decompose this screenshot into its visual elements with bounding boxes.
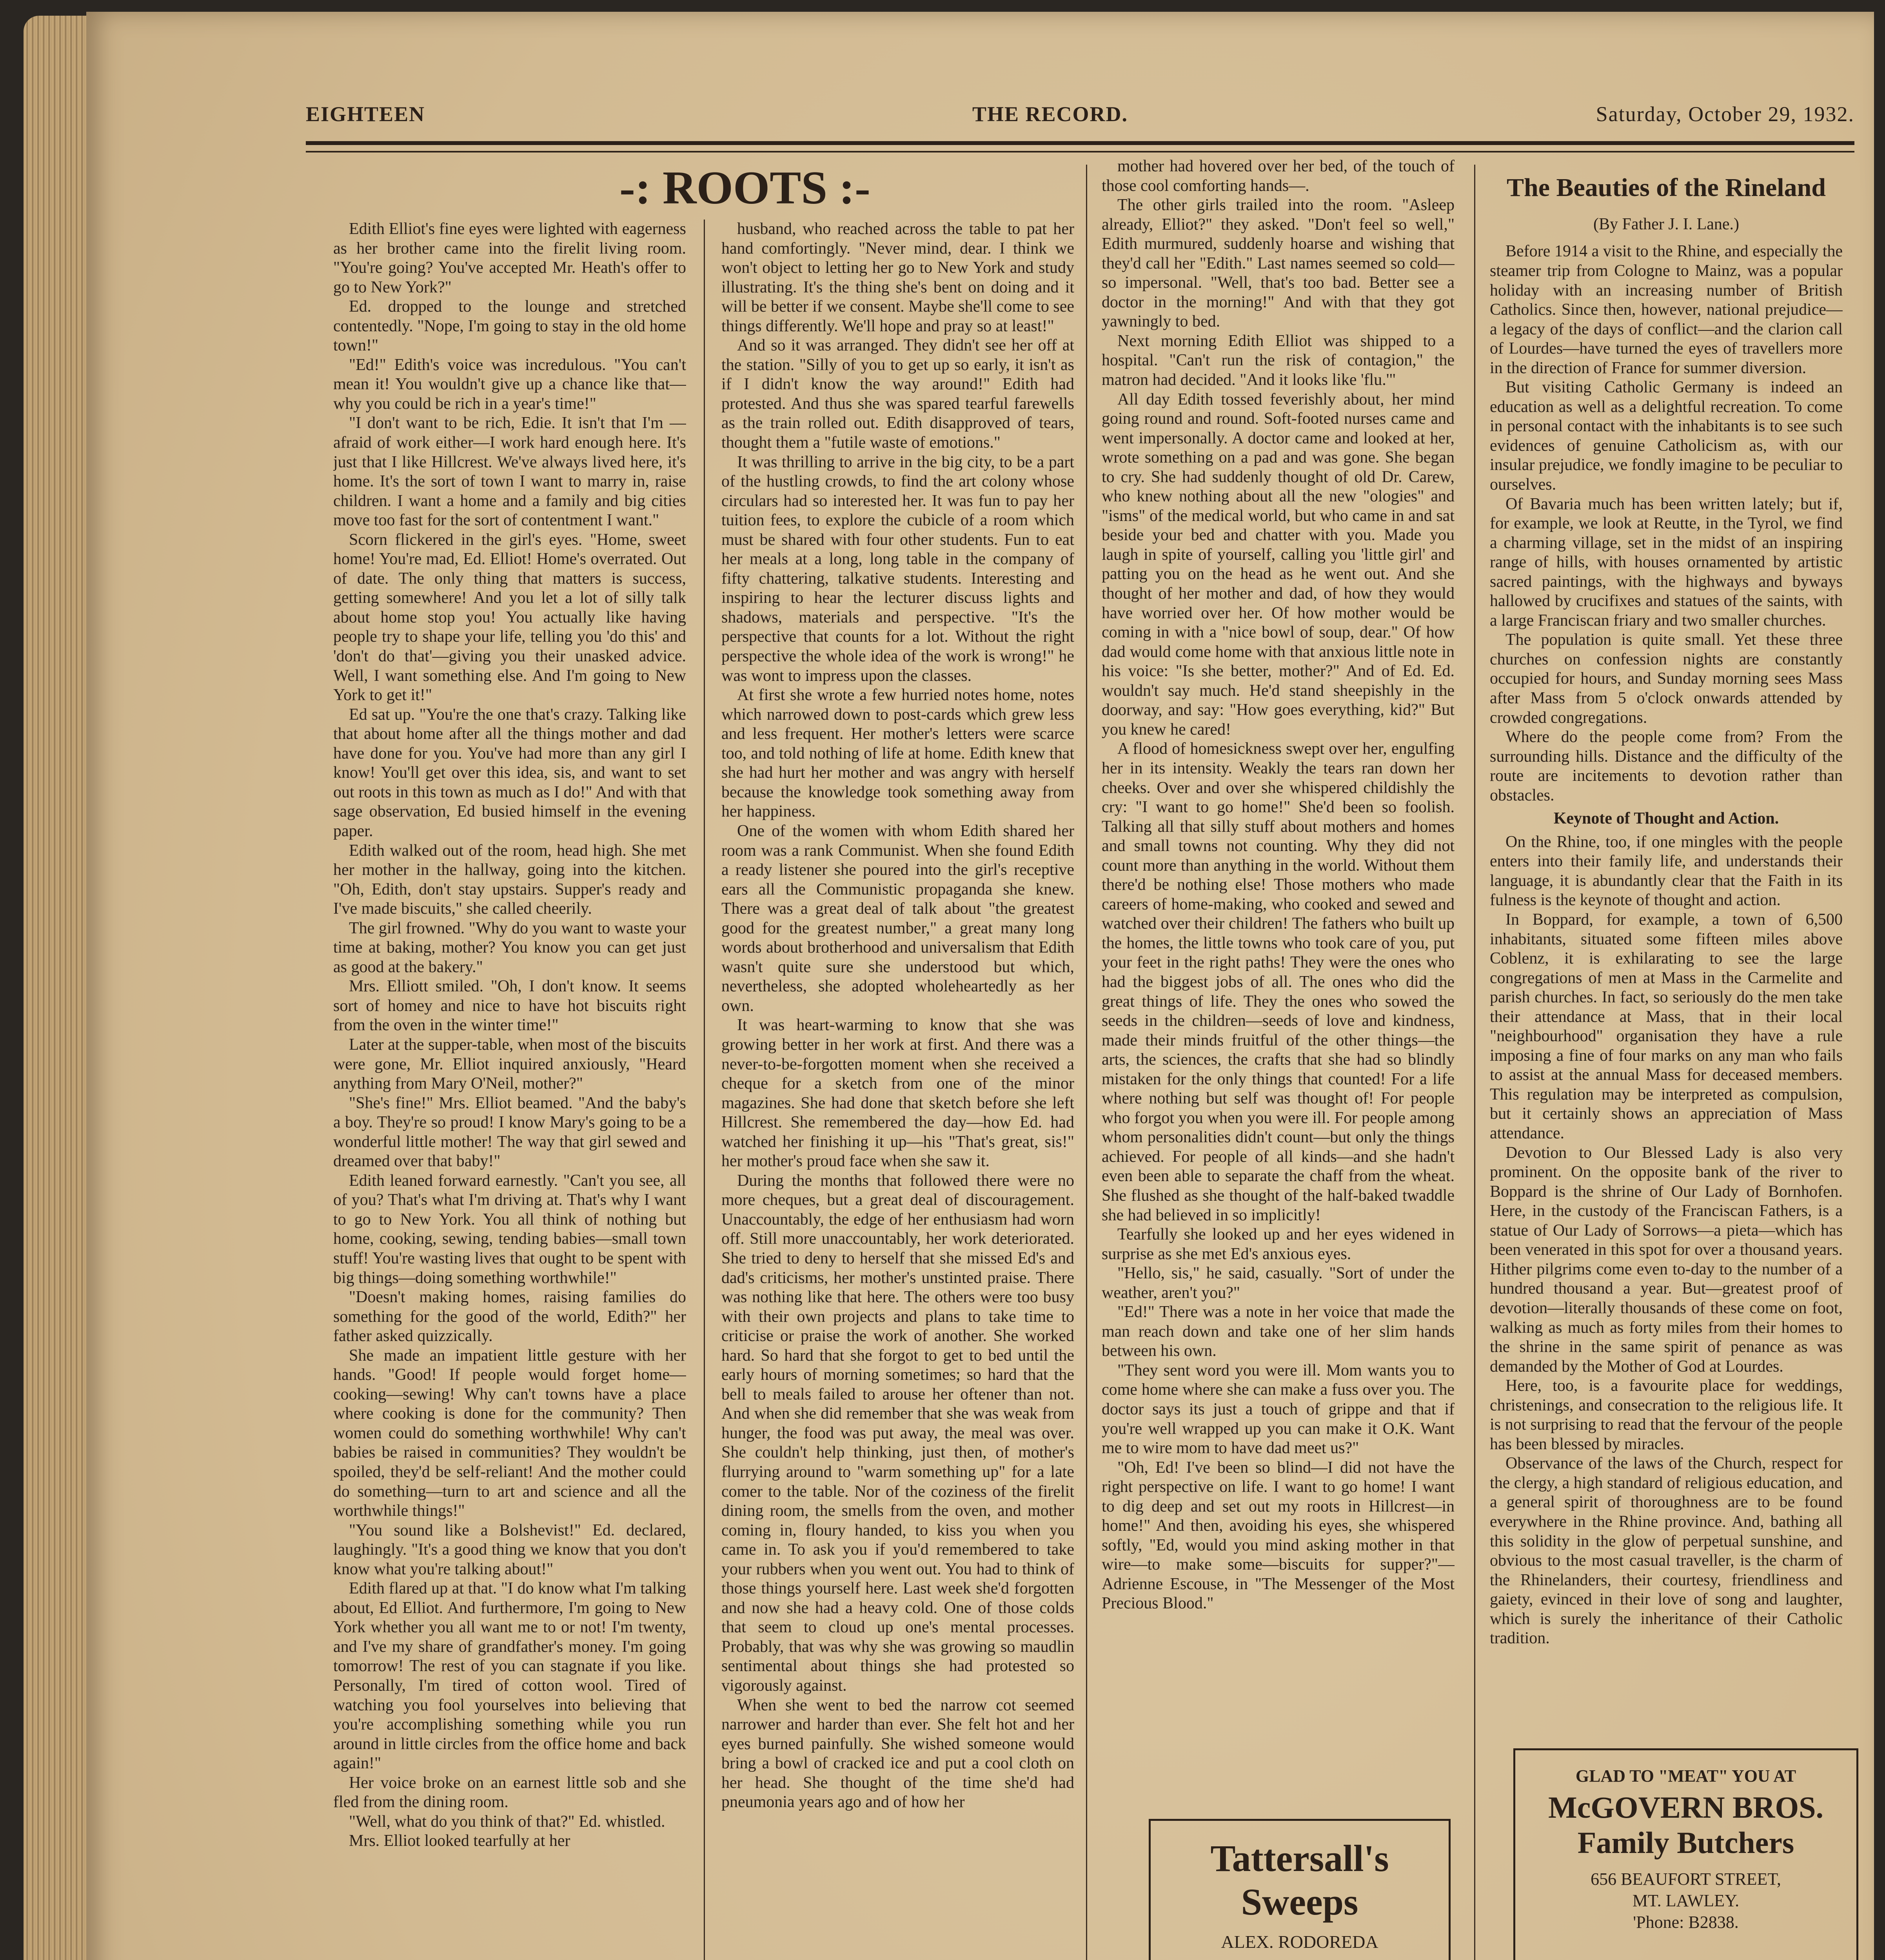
article-body-part2: [1490, 833, 1843, 1648]
paragraph: On the Rhine, too, if one mingles with the people enters into their family life, and understands their language, it is abundantly clear that the Faith in its fulness is the keynote of thought and action.: [1490, 833, 1843, 909]
paragraph: She made an impatient little gesture with her hands. "Good! If people would forget home—cooking—sewing! Why can't towns have a place where cooking is done for the community? Then women could do something worthwhile! Why can't babies be raised in communities? They wouldn't be spoiled, they'd be self-reliant! And the mother could do something—turn to art and science and all the worthwhile things!": [333, 1346, 686, 1520]
paragraph: Mrs. Elliott smiled. "Oh, I don't know. It seems sort of homey and nice to have hot biscuits right from the oven in the winter time!": [333, 977, 686, 1034]
issue-date: Saturday, October 29, 1932.: [1596, 102, 1854, 126]
paragraph: The girl frowned. "Why do you want to waste your time at baking, mother? You know you can get just as good at the bakery.": [333, 919, 686, 976]
story-column-3: [1102, 157, 1455, 1803]
article-body-part1: [1490, 242, 1843, 805]
paragraph: "She's fine!" Mrs. Elliot beamed. "And the baby's a boy. They're so proud! I know Mary's going to be a wonderful little mother! The way that girl sewed and dreamed over that baby!": [333, 1094, 686, 1171]
article-title: The Beauties of the Rineland: [1506, 173, 1826, 202]
ad-title: Tattersall's Sweeps: [1210, 1837, 1389, 1923]
paragraph: Later at the supper-table, when most of the biscuits were gone, Mr. Elliot inquired anxiously, "Heard anything from Mary O'Neil, mother?": [333, 1035, 686, 1093]
page-header: [306, 98, 1854, 141]
paragraph: All day Edith tossed feverishly about, her mind going round and round. Soft-footed nurses came and went impersonally. A doctor came and looked at her, wrote something on a pad and was gone. She began to cry. She had suddenly thought of old Dr. Carew, who knew nothing about all the new "ologies" and "isms" of the medical world, but who came in and sat beside your bed and chatter with you. Made you laugh in spite of yourself, calling you 'little girl' and patting you on the head as he went out. And she thought of her mother and dad, of how they would have worried over her. Of how mother would be coming in with a "nice bowl of soup, dear." Of how dad would come home with that anxious little note in his voice: "Is she better, mother?" And of Ed. Ed. wouldn't say much. He'd stand sheepishly in the doorway, and say: "How goes everything, kid?" But you knew he cared!: [1102, 390, 1455, 739]
header-rule-thick: [306, 141, 1854, 145]
page-number: EIGHTEEN: [306, 102, 425, 126]
paragraph: Her voice broke on an earnest little sob and she fled from the dining room.: [333, 1773, 686, 1811]
story-column-1: [333, 220, 686, 1960]
paragraph: "I don't want to be rich, Edie. It isn't that I'm —afraid of work either—I work hard enough here. It's just that I like Hillcrest. We've always lived here, it's home. It's the sort of town I want to marry in, raise children. I want a home and a family and big cities move too fast for the sort of contentment I want.": [333, 414, 686, 530]
paragraph: "Ed!" There was a note in her voice that made the man reach down and take one of her slim hands between his own.: [1102, 1303, 1455, 1360]
paragraph: Observance of the laws of the Church, respect for the clergy, a high standard of religious education, and a general spirit of thoroughness are to be found everywhere in the Rhine province. And, bathing all this solidity in the glow of perpetual sunshine, and obvious to the most casual traveller, is the charm of the Rhinelanders, their courtesy, friendliness and gaiety, evinced in their love of song and laughter, which is surely the inheritance of their Catholic tradition.: [1490, 1454, 1843, 1648]
paragraph: "You sound like a Bolshevist!" Ed. declared, laughingly. "It's a good thing we know that you don't know what you're talking about!": [333, 1521, 686, 1578]
paragraph: The population is quite small. Yet these three churches on confession nights are constantly occupied for hours, and Sunday morning sees Mass after Mass from 5 o'clock onwards attended by crowded congregations.: [1490, 631, 1843, 727]
paragraph: But visiting Catholic Germany is indeed an education as well as a delightful recreation. To come in personal contact with the inhabitants is to see such evidences of genuine Catholicism as, with our insular prejudice, we fondly imagine to be peculiar to ourselves.: [1490, 378, 1843, 494]
paragraph: Tearfully she looked up and her eyes widened in surprise as she met Ed's anxious eyes.: [1102, 1225, 1455, 1263]
paragraph: "Well, what do you think of that?" Ed. whistled.: [349, 1812, 665, 1831]
paragraph: "Oh, Ed! I've been so blind—I did not have the right perspective on life. I want to go home! I want to dig deep and set out my roots in Hillcrest—in home!" And then, avoiding his eyes, she whispered softly, "Ed, would you mind asking mother in that wire—to make some—biscuits for supper?"—Adrienne Escouse, in "The Messenger of the Most Precious Blood.": [1102, 1458, 1455, 1613]
masthead: THE RECORD.: [972, 102, 1128, 126]
paragraph: "They sent word you were ill. Mom wants you to come home where she can make a fuss over you. The doctor says its just a touch of grippe and that if you're well wrapped up you can make it O.K. Want me to wire mom to have dad meet us?": [1102, 1361, 1455, 1457]
paragraph: Mrs. Elliot looked tearfully at her: [349, 1832, 570, 1850]
paragraph: Here, too, is a favourite place for weddings, christenings, and consecration to the religious life. It is not surprising to read that the fervour of the people has been blessed by miracles.: [1490, 1377, 1843, 1453]
paragraph: Edith Elliot's fine eyes were lighted with eagerness as her brother came into the firelit living room. "You're going? You've accepted Mr. Heath's offer to go to New York?": [333, 220, 686, 296]
paragraph: Edith flared up at that. "I do know what I'm talking about, Ed Elliot. And furthermore, I'm going to New York whether you all want me to or not! I'm twenty, and I've my share of grandfather's money. I'm going tomorrow! The rest of you can stagnate if you like. Personally, I'm tired of cotton wool. Tired of watching you fool yourselves into believing that you're accomplishing something while you run around in little circles from the office home and back again!": [333, 1579, 686, 1773]
paragraph: "Doesn't making homes, raising families do something for the good of the world, Edith?" her father asked quizzically.: [333, 1288, 686, 1345]
paragraph: When she went to bed the narrow cot seemed narrower and harder than ever. She felt hot and her eyes burned painfully. She wished someone would bring a bowl of cracked ice and put a cool cloth on her head. She thought of the time she'd had pneumonia years ago and of how her: [721, 1696, 1074, 1811]
article-subhead: Keynote of Thought and Action.: [1553, 809, 1779, 828]
column-divider: [704, 220, 705, 1960]
paragraph: Edith leaned forward earnestly. "Can't you see, all of you? That's what I'm driving at. That's why I want to go to New York. You all think of nothing but home, cooking, sewing, tending babies—small town stuff! You're wasting lives that ought to be spent with big things—doing something worthwhile!": [333, 1171, 686, 1287]
column-divider: [1086, 165, 1087, 1960]
paragraph: Ed sat up. "You're the one that's crazy. Talking like that about home after all the things mother and dad have done for you. You've had more than any girl I know! You'll get over this idea, sis, and want to set out roots in this town as much as I do!" And with that sage observation, Ed busied himself in the evening paper.: [333, 705, 686, 840]
paragraph: A flood of homesickness swept over her, engulfing her in its intensity. Weakly the tears ran down her cheeks. Over and over she whispered childishly the cry: "I want to go home!" She'd been so foolish. Talking all that silly stuff about mothers and homes and small towns not counting. Why they did not count more than anything in the world. Without them there'd be nothing else! Those mothers who made careers of home-making, who cooked and sewed and watched over their children! The fathers who built up the homes, the little towns who took care of you, put your feet in the right paths! They were the ones who had the biggest jobs of all. The ones who did the great things of life. They the ones who sowed the seeds in the children—seeds of love and kindness, made their minds fruitful of the other things—the arts, the sciences, the crafts that she had so blindly mistaken for the only things that counted! For a life where nothing but self was thought of! For people who forgot you when you were ill. For people among whom personalities didn't count—but only the things achieved. For people of all kinds—and she hadn't even been able to separate the chaff from the wheat. She flushed as she thought of the half-baked twaddle she had believed in so implicitly!: [1102, 740, 1455, 1224]
ad-address: [1515, 1868, 1856, 1933]
paragraph: mother had hovered over her bed, of the touch of those cool comforting hands—.: [1102, 157, 1455, 195]
paragraph: The other girls trailed into the room. "Asleep already, Elliot?" they asked. "Don't feel so well," Edith murmured, suddenly hoarse and wishing that they'd call her "Edith." Last names seemed so cold—so impersonal. "Well, that's too bad. Better see a doctor in the morning!" And with that they got yawningly to bed.: [1102, 196, 1455, 331]
ad-mcgovern-bros: [1513, 1748, 1858, 1960]
ad-tattersalls-sweeps: [1149, 1819, 1451, 1960]
paragraph: In Boppard, for example, a town of 6,500 inhabitants, situated some fifteen miles above Coblenz, it is exhilarating to see the large congregations of men at Mass in the Carmelite and parish churches. In fact, so seriously do the men take their attendance at Mass, that in their local "neighbourhood" organisation they have a rule imposing a fine of four marks on any man who fails to assist at the annual Mass for deceased members. This regulation may be interpreted as compulsion, but it certainly shows an appreciation of Mass attendance.: [1490, 911, 1843, 1143]
ad-subtitle: Family Butchers: [1577, 1826, 1794, 1860]
paragraph: husband, who reached across the table to pat her hand comfortingly. "Never mind, dear. I think we won't object to letting her go to New York and study illustrating. It's the thing she's bent on doing and it will be better if we consent. Maybe she'll come to see things differently. We'll hope and pray so at least!": [721, 220, 1074, 335]
paragraph: Edith walked out of the room, head high. She met her mother in the hallway, going into the kitchen. "Oh, Edith, don't stay upstairs. Supper's ready and I've made biscuits," she called cheerily.: [333, 841, 686, 918]
paragraph: "Hello, sis," he said, casually. "Sort of under the weather, aren't you?": [1102, 1264, 1455, 1302]
article-byline: (By Father J. I. Lane.): [1593, 215, 1740, 233]
paragraph: Of Bavaria much has been written lately; but if, for example, we look at Reutte, in the Tyrol, we find a charming village, set in the midst of an inspiring range of hills, with houses ornamented by artistic sacred paintings, with the highways and byways hallowed by crucifixes and statues of the saints, with a large Franciscan friary and two smaller churches.: [1490, 495, 1843, 630]
paragraph: Where do the people come from? From the surrounding hills. Distance and the difficulty of the route are incitements to devotion rather than obstacles.: [1490, 728, 1843, 804]
paragraph: "Ed!" Edith's voice was incredulous. "You can't mean it! You wouldn't give up a chance like that—why you could be rich in a year's time!": [333, 356, 686, 413]
ad-line: 656 BEAUFORT STREET,: [1591, 1869, 1781, 1889]
paragraph: At first she wrote a few hurried notes home, notes which narrowed down to post-cards which grew less and less frequent. Her mother's letters were scarce too, and told nothing of life at home. Edith knew that she had hurt her mother and was angry with herself because the knowledge took something away from her happiness.: [721, 686, 1074, 821]
paragraph: Next morning Edith Elliot was shipped to a hospital. "Can't run the risk of contagion," the matron had decided. "And it looks like 'flu.'": [1102, 332, 1455, 389]
paragraph: During the months that followed there were no more cheques, but a great deal of discouragement. Unaccountably, the edge of her enthusiasm had worn off. Still more unaccountably, her work deteriorated. She tried to deny to herself that she missed Ed's and dad's criticisms, her mother's unstinted praise. There was nothing like that here. The others were too busy with their own projects and plans to take time to criticise or praise the work of another. She worked hard. So hard that she forgot to get to bed until the early hours of morning sometimes; so hard that the bell to meals failed to arouse her oftener than not. And when she did remember that she was weak from hunger, the food was put away, the meal was over. She couldn't help thinking, just then, of mother's flurrying around to "warm something up" for a late comer to the table. Nor of the coziness of the firelit dining room, the smells from the oven, and mother coming in, floury handed, to kiss you when you came in. To ask you if you'd remembered to take your rubbers when you went out. You had to think of those things yourself here. Last week she'd forgotten and now she had a heavy cold. One of those colds that seem to cloud up one's mental processes. Probably, that was why she was growing so maudlin sentimental about things she had protested so vigorously against.: [721, 1171, 1074, 1695]
paragraph: It was heart-warming to know that she was growing better in her work at first. And there was a never-to-be-forgotten moment when she received a cheque for a sketch from one of the minor magazines. She had done that sketch before she left Hillcrest. She remembered the day—how Ed. had watched her finishing it up—his "That's great, sis!" her mother's proud face when she saw it.: [721, 1016, 1074, 1171]
paragraph: Devotion to Our Blessed Lady is also very prominent. On the opposite bank of the river to Boppard is the shrine of Our Lady of Bornhofen. Here, in the custody of the Franciscan Fathers, is a statue of Our Lady of Sorrows—a pieta—which has been venerated in this spot for over a thousand years. Hither pilgrims come even to-day to the number of a hundred thousand a year. But—greatest proof of devotion—literally thousands of these come on foot, walking as much as forty miles from their homes to the shrine in the same spirit of penance as was demanded by the Mother of God at Lourdes.: [1490, 1143, 1843, 1376]
article-column-rhineland: [1490, 165, 1843, 1795]
paragraph: One of the women with whom Edith shared her room was a rank Communist. When she found Edith a ready listener she poured into the girl's receptive ears all the Communistic propaganda she knew. There was a great deal of talk about "the greatest good for the greatest number," a great many long words about brotherhood and universalism that Edith wasn't quite sure she understood but which, nevertheless, she adopted wholeheartedly as her own.: [721, 822, 1074, 1015]
paragraph: And so it was arranged. They didn't see her off at the station. "Silly of you to get up so early, it isn't as if I didn't know the way around!" Edith had protested. And thus she was spared tearful farewells as the train rolled out. Edith disapproved of tears, thought them a "futile waste of emotions.": [721, 336, 1074, 452]
ad-line: MT. LAWLEY.: [1632, 1891, 1740, 1910]
paragraph: Scorn flickered in the girl's eyes. "Home, sweet home! You're mad, Ed. Elliot! Home's overrated. Out of date. The only thing that matters is success, getting somewhere! And you let a lot of silly talk about home stop you! You actually like having people try to shape your life, telling you 'do this' and 'don't do that'—giving you their unasked advice. Well, I want something else. And I'm going to New York to get it!": [333, 530, 686, 704]
story-title: -: ROOTS :-: [619, 162, 870, 214]
paragraph: It was thrilling to arrive in the big city, to be a part of the hustling crowds, to find the art colony whose circulars had so interested her. It was fun to pay her tuition fees, to explore the cubicle of a room which must be shared with four other students. Fun to eat her meals at a long, long table in the company of fifty chattering, talkative students. Interesting and inspiring to hear the lecturer discuss lights and shadows, materials and perspective. "It's the perspective that counts for a lot. Without the right perspective the whole idea of the work is wrong!" he was wont to impress upon the classes.: [721, 453, 1074, 685]
ad-title: McGOVERN BROS.: [1548, 1790, 1823, 1824]
paragraph: Ed. dropped to the lounge and stretched contentedly. "Nope, I'm going to stay in the old home town!": [333, 298, 686, 355]
ad-tagline: GLAD TO "MEAT" YOU AT: [1575, 1766, 1796, 1786]
ad-line: 'Phone: B2838.: [1633, 1913, 1739, 1932]
paragraph: Before 1914 a visit to the Rhine, and especially the steamer trip from Cologne to Mainz, was a popular holiday with an increasing number of British Catholics. Since then, however, national prejudice—a legacy of the days of conflict—and the clarion call of Lourdes—have turned the eyes of travellers more in the direction of France for summer diversion.: [1490, 242, 1843, 377]
column-divider: [1474, 165, 1475, 1960]
header-rule-thin: [306, 151, 1854, 152]
ad-line: ALEX. RODOREDA: [1221, 1932, 1378, 1952]
story-column-2: [721, 220, 1074, 1960]
